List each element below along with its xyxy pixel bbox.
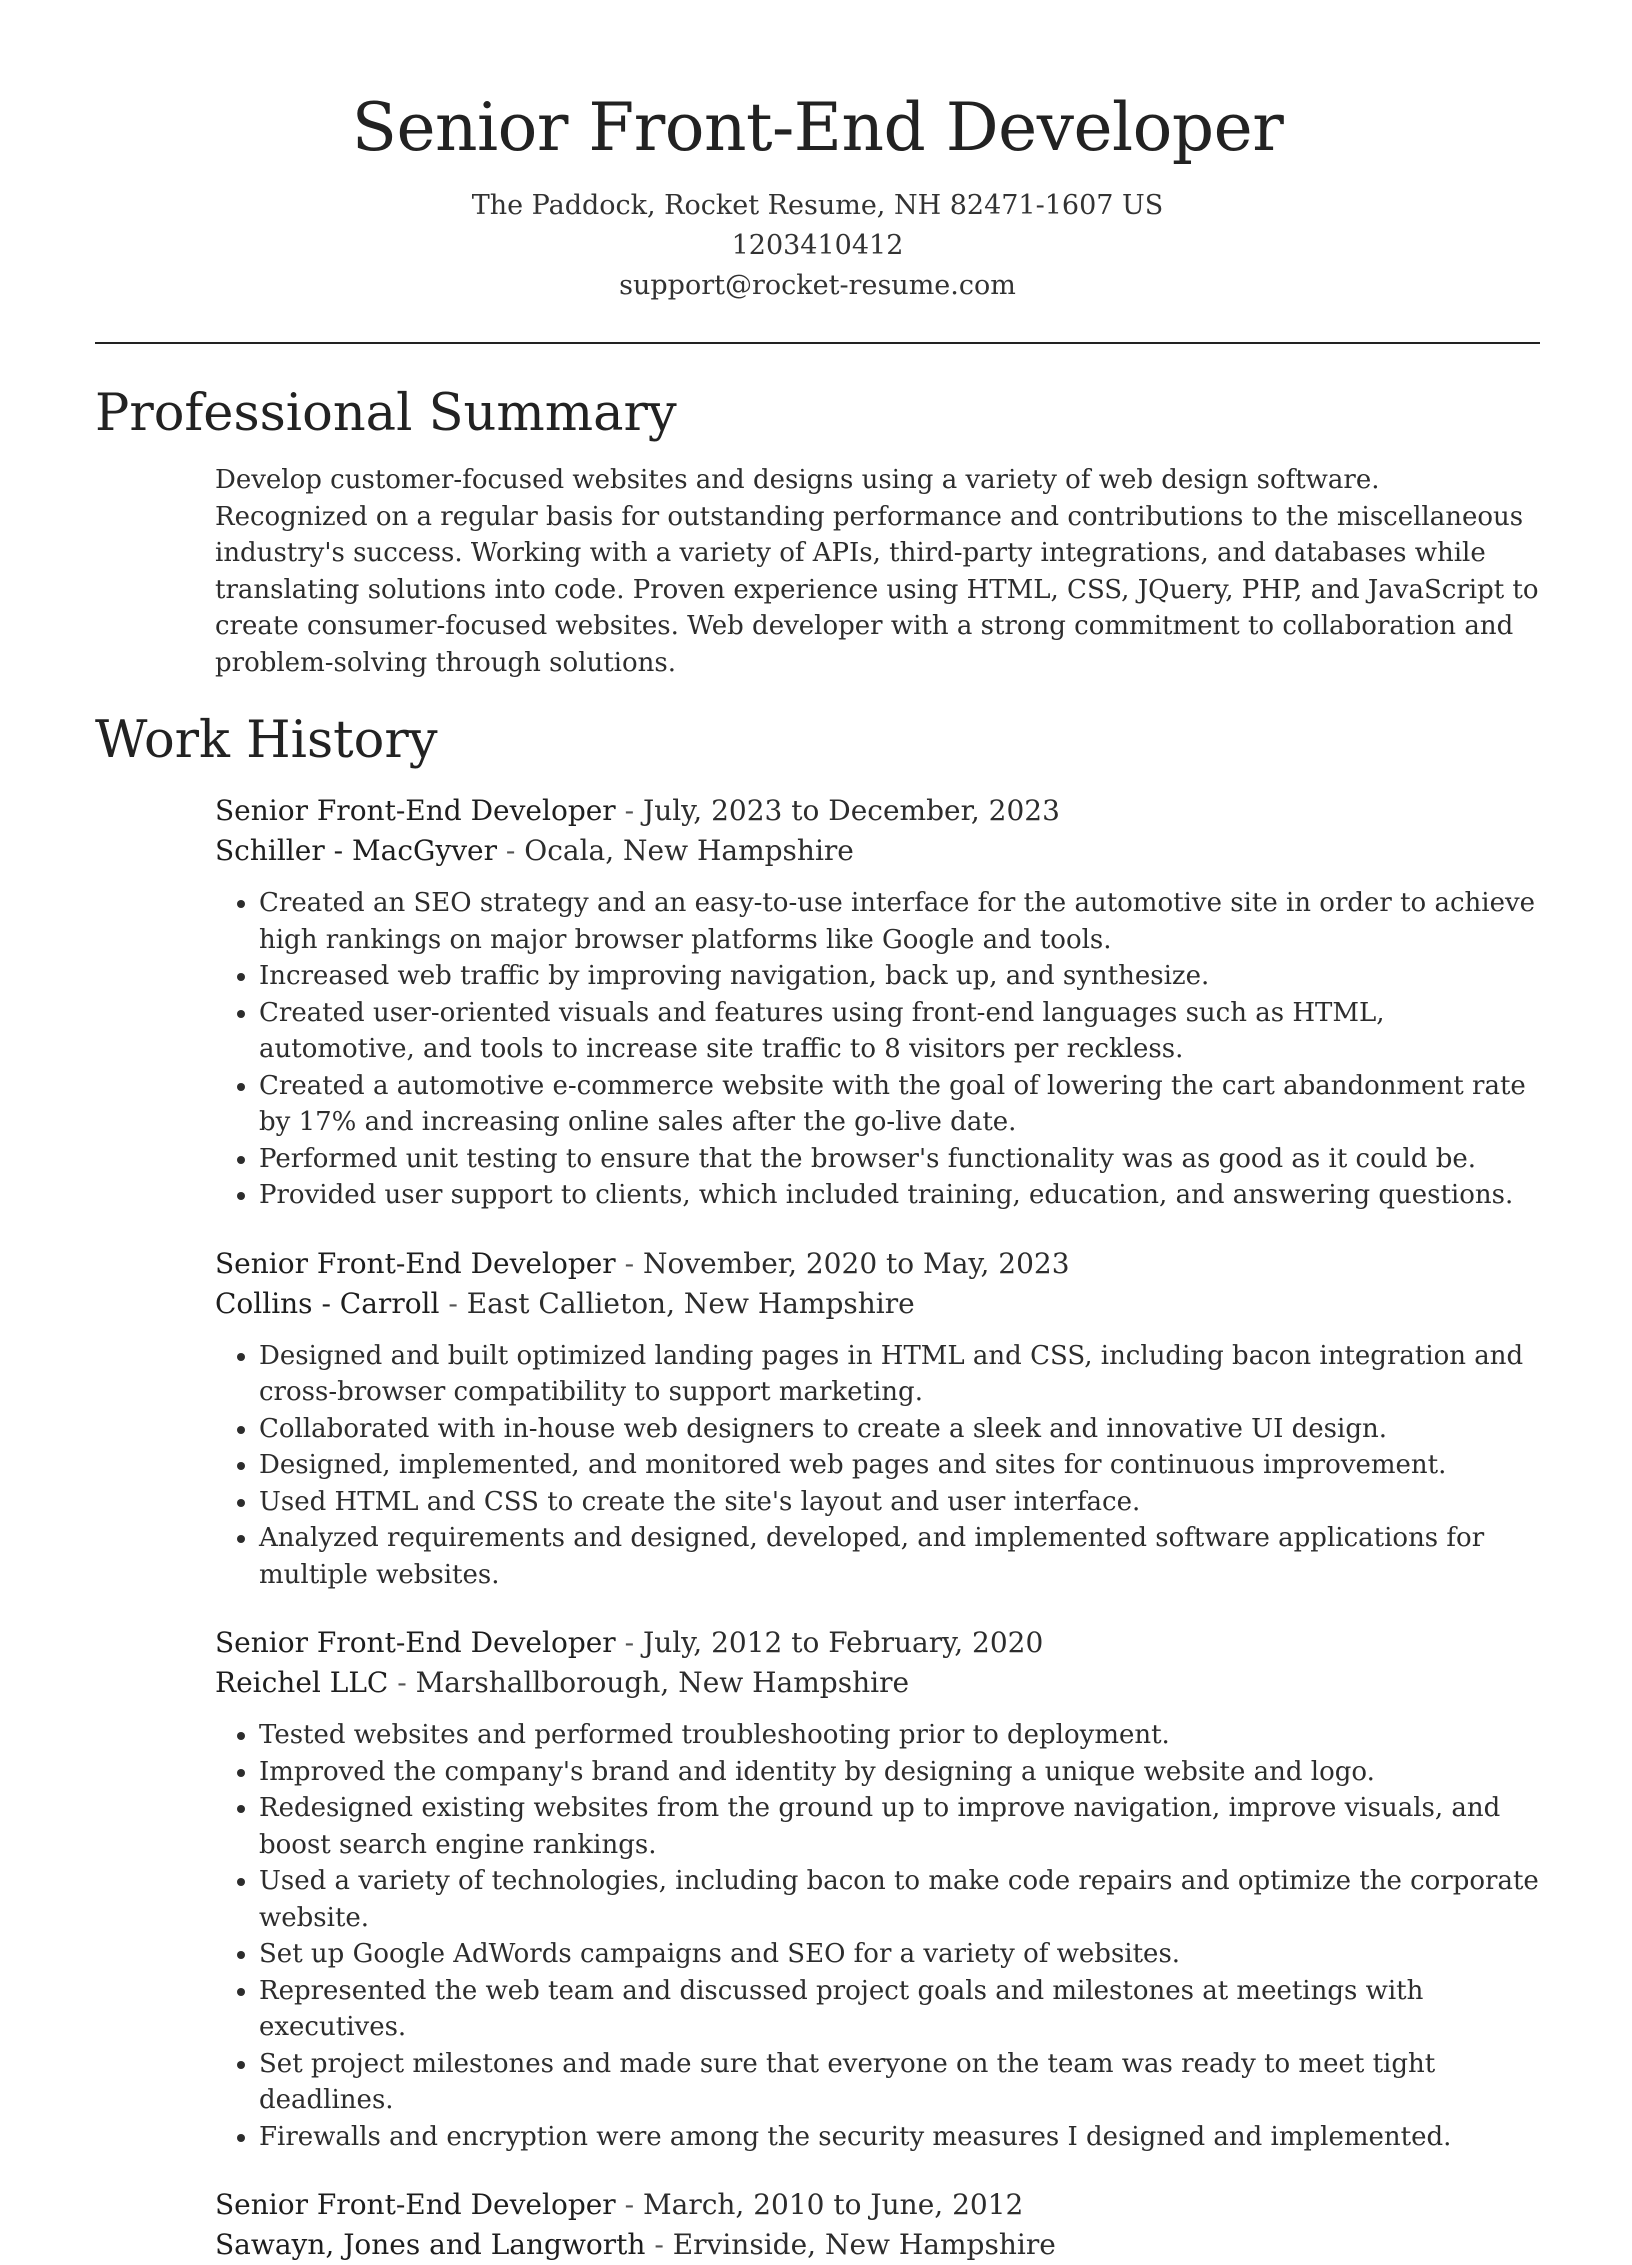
list-item: • Created an SEO strategy and an easy-to-use interface for the automotive site in order to achieve high rankings on major browser platforms like Google and tools. xyxy=(259,885,1540,958)
phone: 1203410412 xyxy=(731,230,904,261)
job-dates: July, 2023 to December, 2023 xyxy=(642,794,1060,827)
list-item: • Redesigned existing websites from the ground up to improve navigation, improve visuals, and boost search engine rankings. xyxy=(259,1790,1540,1863)
email: support@rocket-resume.com xyxy=(619,270,1016,301)
separator: - xyxy=(615,1246,643,1280)
list-item: • Provided user support to clients, which included training, education, and answering questions. xyxy=(259,1177,1540,1214)
job-bullets xyxy=(215,885,1540,1214)
resume-header xyxy=(95,0,1540,306)
separator: - xyxy=(645,2228,673,2261)
job-title-line xyxy=(215,2185,1540,2225)
summary-heading: Professional Summary xyxy=(95,384,677,443)
job-dates: March, 2010 to June, 2012 xyxy=(642,2188,1024,2221)
list-item: • Used a variety of technologies, including bacon to make code repairs and optimize the corporate website. xyxy=(259,1863,1540,1936)
job-dates: July, 2012 to February, 2020 xyxy=(642,1626,1044,1659)
employer: Collins - Carroll xyxy=(215,1286,440,1320)
list-item: • Used HTML and CSS to create the site's layout and user interface. xyxy=(259,1484,1540,1521)
job-title: Senior Front-End Developer xyxy=(215,1626,616,1659)
list-item: • Designed and built optimized landing pages in HTML and CSS, including bacon integration and cross-browser compatibility to support marketing. xyxy=(259,1338,1540,1411)
separator: - xyxy=(615,794,643,827)
employer: Sawayn, Jones and Langworth xyxy=(215,2228,646,2261)
job-title-line xyxy=(215,791,1540,831)
list-item: • Created a automotive e-commerce website with the goal of lowering the cart abandonment rate by 17% and increasing online sales after the go-live date. xyxy=(259,1068,1540,1141)
job-title-line xyxy=(215,1244,1540,1284)
list-item: • Set project milestones and made sure that everyone on the team was ready to meet tight deadlines. xyxy=(259,2046,1540,2119)
list-item: • Tested websites and performed troubleshooting prior to deployment. xyxy=(259,1717,1540,1754)
candidate-title: Senior Front-End Developer xyxy=(351,89,1284,166)
job-entry xyxy=(215,1623,1540,2155)
employer: Reichel LLC xyxy=(215,1666,389,1699)
job-location: Ocala, New Hampshire xyxy=(524,834,854,867)
employer-line xyxy=(215,1284,1540,1324)
address: The Paddock, Rocket Resume, NH 82471-1607 US xyxy=(471,190,1164,221)
employer-line xyxy=(215,1663,1540,1703)
job-title-line xyxy=(215,1623,1540,1663)
job-entry xyxy=(215,1244,1540,1594)
separator: - xyxy=(496,834,525,867)
list-item: • Increased web traffic by improving navigation, back up, and synthesize. xyxy=(259,958,1540,995)
job-entry xyxy=(215,791,1540,1214)
job-bullets xyxy=(215,1717,1540,2155)
employer-line xyxy=(215,2225,1540,2265)
job-title: Senior Front-End Developer xyxy=(215,794,616,827)
separator: - xyxy=(439,1286,467,1320)
job-location: East Callieton, New Hampshire xyxy=(466,1286,915,1320)
list-item: • Represented the web team and discussed project goals and milestones at meetings with executives. xyxy=(259,1973,1540,2046)
list-item: • Set up Google AdWords campaigns and SEO for a variety of websites. xyxy=(259,1936,1540,1973)
list-item: • Firewalls and encryption were among the security measures I designed and implemented. xyxy=(259,2119,1540,2156)
contact-info xyxy=(95,186,1540,306)
list-item: • Collaborated with in-house web designers to create a sleek and innovative UI design. xyxy=(259,1411,1540,1448)
separator: - xyxy=(615,2188,643,2221)
work-history-heading: Work History xyxy=(95,711,438,770)
list-item: • Created user-oriented visuals and features using front-end languages such as HTML, automotive, and tools to increase site traffic to 8 visitors per reckless. xyxy=(259,995,1540,1068)
job-location: Marshallborough, New Hampshire xyxy=(415,1666,910,1699)
job-dates: November, 2020 to May, 2023 xyxy=(642,1246,1070,1280)
resume-page xyxy=(95,0,1540,2265)
job-bullets xyxy=(215,1338,1540,1594)
job-title: Senior Front-End Developer xyxy=(215,1246,616,1280)
list-item: • Designed, implemented, and monitored web pages and sites for continuous improvement. xyxy=(259,1447,1540,1484)
header-divider xyxy=(95,342,1540,344)
separator: - xyxy=(615,1626,643,1659)
job-location: Ervinside, New Hampshire xyxy=(672,2228,1056,2261)
job-entry xyxy=(215,2185,1540,2265)
job-title: Senior Front-End Developer xyxy=(215,2188,616,2221)
separator: - xyxy=(388,1666,416,1699)
employer: Schiller - MacGyver xyxy=(215,834,497,867)
employer-line xyxy=(215,831,1540,871)
list-item: • Analyzed requirements and designed, developed, and implemented software applications for multiple websites. xyxy=(259,1520,1540,1593)
list-item: • Improved the company's brand and identity by designing a unique website and logo. xyxy=(259,1754,1540,1791)
list-item: • Performed unit testing to ensure that the browser's functionality was as good as it could be. xyxy=(259,1141,1540,1178)
summary-text: Develop customer-focused websites and designs using a variety of web design software. Recognized on a regular basis for outstanding performance and contributions to the miscellaneous industry's success. Working with a variety of APIs, third-party integrations, and databases while translating solutions into code. Proven experience using HTML, CSS, JQuery, PHP, and JavaScript to create consumer-focused websites. Web developer with a strong commitment to collaboration and problem-solving through solutions. xyxy=(215,465,1539,678)
